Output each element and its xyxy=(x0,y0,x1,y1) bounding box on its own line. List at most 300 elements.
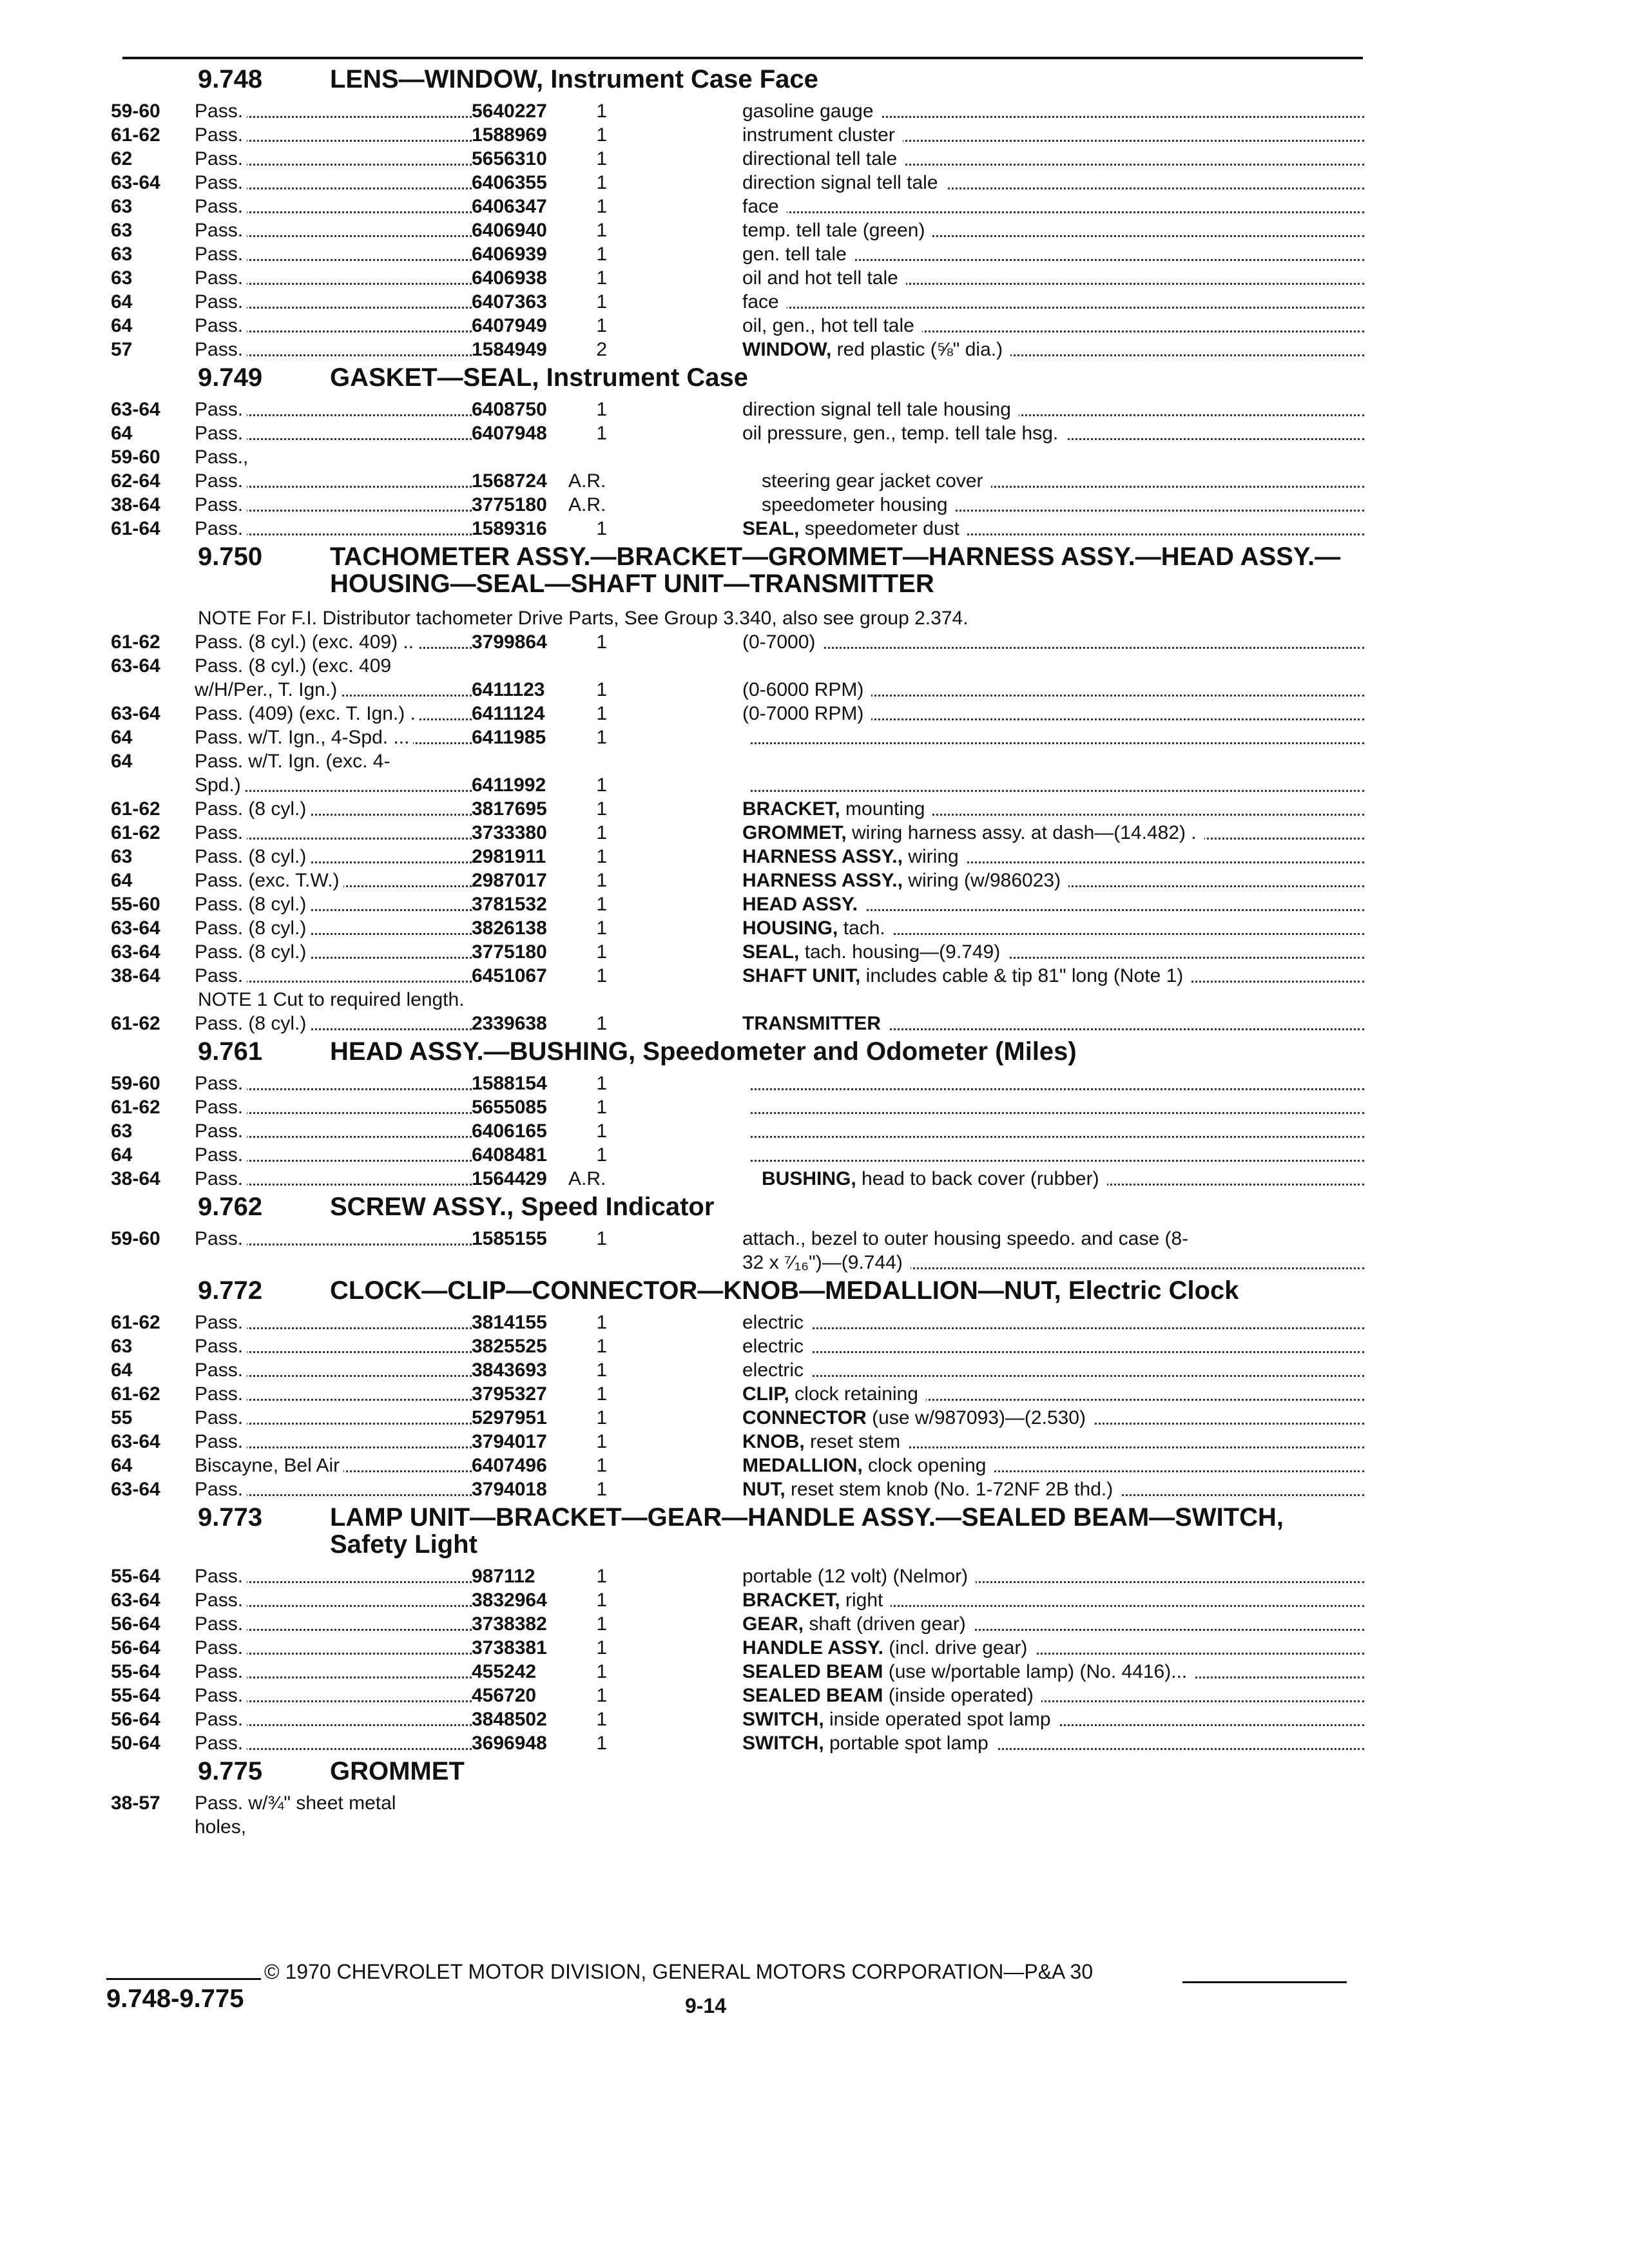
part-number: 6411992 xyxy=(472,774,546,796)
quantity: 1 xyxy=(596,1566,607,1587)
model-text: Pass. xyxy=(195,470,247,492)
part-number: 2981911 xyxy=(472,846,546,867)
part-row xyxy=(111,123,1364,147)
section-title-sub: Speedometer and Odometer (Miles) xyxy=(642,1037,1077,1066)
model-text: Biscayne, Bel Air xyxy=(195,1455,343,1476)
description-detail: portable spot lamp xyxy=(829,1733,992,1754)
description-text xyxy=(742,172,946,193)
description-detail xyxy=(858,894,862,915)
description-text xyxy=(742,1455,994,1476)
model-application xyxy=(195,654,472,678)
model-application xyxy=(195,398,472,421)
description-text xyxy=(742,703,871,724)
part-row xyxy=(111,1334,1364,1358)
description-keyword: HARNESS ASSY., xyxy=(742,846,903,867)
model-text: Pass. xyxy=(195,399,247,420)
model-text: Spd.) xyxy=(195,774,245,796)
model-text: Pass., xyxy=(195,447,252,468)
description-text xyxy=(742,1431,908,1452)
quantity: 1 xyxy=(596,518,607,539)
part-row xyxy=(111,1095,1364,1119)
part-number: 2987017 xyxy=(472,870,547,891)
part-row xyxy=(111,99,1364,123)
part-row xyxy=(111,314,1364,338)
part-number: 1564429 xyxy=(472,1168,547,1189)
model-application xyxy=(195,749,472,773)
section-title-main: GASKET—SEAL, xyxy=(330,363,539,392)
model-text: Pass. xyxy=(195,267,247,289)
part-row xyxy=(111,171,1364,195)
part-row xyxy=(111,1072,1364,1095)
part-row xyxy=(111,845,1364,869)
section-heading xyxy=(111,543,1364,597)
description-keyword: MEDALLION, xyxy=(742,1455,863,1476)
quantity: 1 xyxy=(596,1360,607,1381)
model-application xyxy=(195,99,472,123)
section-heading xyxy=(111,1193,1364,1220)
description-text xyxy=(742,751,750,772)
model-application xyxy=(195,892,472,916)
part-description xyxy=(742,517,1364,541)
section-9-761 xyxy=(111,1038,1364,1191)
section-title-main: GROMMET xyxy=(330,1757,465,1785)
description-detail: mounting xyxy=(845,798,929,820)
description-text xyxy=(742,124,903,146)
description-text xyxy=(742,1709,1059,1730)
part-description xyxy=(742,1119,1364,1143)
part-description xyxy=(742,845,1364,869)
section-title-main: LAMP UNIT—BRACKET—GEAR—HANDLE ASSY.—SEALED BEAM—SWITCH, xyxy=(330,1503,1284,1532)
description-detail xyxy=(742,1073,746,1094)
part-description xyxy=(742,1707,1364,1731)
model-application xyxy=(195,218,472,242)
part-row xyxy=(111,678,1364,702)
model-years: 63 xyxy=(111,196,133,217)
part-row xyxy=(111,1382,1364,1406)
description-text xyxy=(742,220,932,241)
part-description xyxy=(742,171,1364,195)
part-row xyxy=(111,242,1364,266)
description-text xyxy=(742,339,1010,360)
description-detail: right xyxy=(845,1590,887,1611)
part-number: 6406938 xyxy=(472,267,547,289)
quantity: 1 xyxy=(596,1661,607,1682)
part-description xyxy=(742,99,1364,123)
description-text xyxy=(742,679,871,700)
part-row xyxy=(111,147,1364,171)
part-row xyxy=(111,964,1364,988)
part-row xyxy=(111,1564,1364,1588)
model-application xyxy=(195,1095,472,1119)
section-number: 9.775 xyxy=(198,1757,263,1785)
description-keyword: SWITCH, xyxy=(742,1709,824,1730)
description-detail xyxy=(742,1097,746,1118)
description-detail: (inside operated) xyxy=(889,1685,1037,1706)
description-keyword: KNOB, xyxy=(742,1431,805,1452)
part-number: 3799864 xyxy=(472,631,547,653)
description-keyword: BRACKET, xyxy=(742,1590,840,1611)
model-text: Pass. xyxy=(195,965,247,986)
model-application xyxy=(195,797,472,821)
quantity: 1 xyxy=(596,1709,607,1730)
model-text: Pass. xyxy=(195,1120,247,1142)
part-number: 3738382 xyxy=(472,1613,547,1635)
model-application xyxy=(195,1072,472,1095)
quantity: 1 xyxy=(596,399,607,420)
part-description xyxy=(742,654,1364,678)
model-application xyxy=(195,1564,472,1588)
quantity: A.R. xyxy=(568,470,606,492)
description-text xyxy=(742,1637,1035,1658)
model-text: Pass. (8 cyl.) xyxy=(195,1013,310,1034)
part-number: 3775180 xyxy=(472,494,547,515)
description-text xyxy=(742,1073,750,1094)
model-application xyxy=(195,1311,472,1334)
quantity: 1 xyxy=(596,1733,607,1754)
part-description xyxy=(742,1311,1364,1334)
description-detail: (use w/987093)—(2.530) xyxy=(872,1407,1090,1428)
part-row xyxy=(111,1251,1364,1274)
part-number: 3825525 xyxy=(472,1336,547,1357)
section-9-772 xyxy=(111,1277,1364,1501)
part-number: 2339638 xyxy=(472,1013,547,1034)
section-title-main: HEAD ASSY.—BUSHING, xyxy=(330,1037,636,1066)
part-number: 1589316 xyxy=(472,518,547,539)
model-text: Pass. w/T. Ign. (exc. 4- xyxy=(195,751,394,772)
model-years: 64 xyxy=(111,751,133,772)
model-application xyxy=(195,314,472,338)
part-number: 5297951 xyxy=(472,1407,547,1428)
quantity: 1 xyxy=(596,1097,607,1118)
part-number: 3795327 xyxy=(472,1383,547,1405)
part-number: 6407949 xyxy=(472,315,547,336)
model-application xyxy=(195,702,472,726)
part-row xyxy=(111,421,1364,445)
model-application xyxy=(195,1382,472,1406)
part-row xyxy=(111,1815,1364,1839)
quantity: 2 xyxy=(596,339,607,360)
model-years: 61-62 xyxy=(111,822,160,843)
model-text: Pass. xyxy=(195,1073,247,1094)
description-text xyxy=(742,1336,811,1357)
description-keyword: SEAL, xyxy=(742,941,800,963)
description-text xyxy=(762,1168,1107,1189)
description-detail: tach. housing—(9.749) xyxy=(805,941,1005,963)
description-text xyxy=(742,1407,1094,1428)
part-number: 3843693 xyxy=(472,1360,547,1381)
description-detail: (0-7000 RPM) xyxy=(742,703,867,724)
part-description xyxy=(742,1358,1364,1382)
description-text xyxy=(742,1479,1121,1500)
part-number: 1588969 xyxy=(472,124,547,146)
model-years: 38-64 xyxy=(111,1168,160,1189)
part-number: 3781532 xyxy=(472,894,547,915)
model-text: Pass. xyxy=(195,1144,247,1166)
part-description xyxy=(742,678,1364,702)
quantity: 1 xyxy=(596,124,607,146)
description-text xyxy=(742,1383,926,1405)
model-years: 63 xyxy=(111,1120,133,1142)
model-years: 63-64 xyxy=(111,703,160,724)
quantity: 1 xyxy=(596,1144,607,1166)
description-detail: (incl. drive gear) xyxy=(889,1637,1031,1658)
part-description xyxy=(742,242,1364,266)
quantity: 1 xyxy=(596,918,607,939)
model-years: 61-62 xyxy=(111,631,160,653)
description-text xyxy=(742,1590,891,1611)
quantity: 1 xyxy=(596,1590,607,1611)
section-9-750 xyxy=(111,543,1364,1035)
quantity: 1 xyxy=(596,101,607,122)
quantity: 1 xyxy=(596,1336,607,1357)
description-detail: speedometer housing xyxy=(762,494,952,515)
part-number: 5640227 xyxy=(472,101,547,122)
model-years: 63-64 xyxy=(111,918,160,939)
part-number: 3738381 xyxy=(472,1637,547,1658)
description-detail xyxy=(742,751,746,772)
quantity: 1 xyxy=(596,1431,607,1452)
description-text xyxy=(742,1312,811,1333)
description-text xyxy=(742,1252,911,1273)
part-row xyxy=(111,916,1364,940)
part-number: 3794018 xyxy=(472,1479,547,1500)
quantity: 1 xyxy=(596,1479,607,1500)
description-text xyxy=(742,1685,1041,1706)
description-text xyxy=(742,447,750,468)
part-description xyxy=(742,940,1364,964)
part-number: 455242 xyxy=(472,1661,537,1682)
description-detail: oil, gen., hot tell tale xyxy=(742,315,918,336)
part-description xyxy=(742,892,1364,916)
description-keyword: WINDOW, xyxy=(742,339,832,360)
part-row xyxy=(111,1167,1364,1191)
part-number: 1568724 xyxy=(472,470,547,492)
section-number: 9.773 xyxy=(198,1503,263,1532)
description-keyword: SWITCH, xyxy=(742,1733,824,1754)
part-number: 6411123 xyxy=(472,679,545,700)
part-description xyxy=(742,123,1364,147)
part-row xyxy=(111,1612,1364,1636)
model-application xyxy=(195,421,472,445)
model-text: Pass. xyxy=(195,220,247,241)
description-text xyxy=(742,101,882,122)
dot-leader xyxy=(742,1136,1364,1138)
section-title-main: LENS—WINDOW, xyxy=(330,65,544,93)
part-row xyxy=(111,266,1364,290)
model-application xyxy=(195,964,472,988)
part-description xyxy=(742,630,1364,654)
description-keyword: CLIP, xyxy=(742,1383,789,1405)
description-detail: face xyxy=(742,291,783,312)
model-text: Pass. xyxy=(195,822,247,843)
model-text: Pass. xyxy=(195,172,247,193)
section-title xyxy=(330,66,1364,93)
model-text: Pass. (8 cyl.) xyxy=(195,941,310,963)
part-description xyxy=(742,445,1364,469)
quantity: 1 xyxy=(596,822,607,843)
dot-leader xyxy=(742,647,1364,649)
part-description xyxy=(762,493,1364,517)
section-note: NOTE For F.I. Distributor tachometer Drive Parts, See Group 3.340, also see group 2.374. xyxy=(198,608,969,629)
part-description xyxy=(742,314,1364,338)
part-row xyxy=(111,1406,1364,1430)
model-application xyxy=(195,517,472,541)
model-years: 64 xyxy=(111,1360,133,1381)
model-years: 61-62 xyxy=(111,124,160,146)
part-number: 3817695 xyxy=(472,798,547,820)
model-text: Pass. xyxy=(195,1097,247,1118)
model-application xyxy=(195,1143,472,1167)
quantity: 1 xyxy=(596,870,607,891)
model-application xyxy=(195,1227,472,1251)
description-detail: reset stem knob (No. 1-72NF 2B thd.) xyxy=(791,1479,1117,1500)
model-years: 59-60 xyxy=(111,101,160,122)
quantity: A.R. xyxy=(568,494,606,515)
model-text: Pass. xyxy=(195,1360,247,1381)
model-text: Pass. xyxy=(195,339,247,360)
part-row xyxy=(111,726,1364,749)
model-application xyxy=(195,940,472,964)
description-text xyxy=(742,894,865,915)
part-number: 6407948 xyxy=(472,423,547,444)
quantity: 1 xyxy=(596,965,607,986)
model-application xyxy=(195,1707,472,1731)
section-number: 9.748 xyxy=(198,65,263,93)
description-detail xyxy=(881,1013,885,1034)
section-heading xyxy=(111,1038,1364,1065)
model-years: 64 xyxy=(111,315,133,336)
description-detail: (use w/portable lamp) (No. 4416)... xyxy=(889,1661,1191,1682)
part-number: 456720 xyxy=(472,1685,537,1706)
part-number: 3696948 xyxy=(472,1733,547,1754)
model-years: 61-62 xyxy=(111,1312,160,1333)
part-description xyxy=(742,1095,1364,1119)
part-row xyxy=(111,445,1364,469)
model-years: 38-57 xyxy=(111,1792,160,1814)
quantity: 1 xyxy=(596,679,607,700)
part-description xyxy=(762,1167,1364,1191)
description-text xyxy=(742,918,893,939)
description-text xyxy=(742,1613,974,1635)
part-row xyxy=(111,1477,1364,1501)
part-description xyxy=(742,964,1364,988)
description-text xyxy=(762,494,956,515)
description-detail: face xyxy=(742,196,783,217)
model-years: 63 xyxy=(111,1336,133,1357)
model-text: Pass. (8 cyl.) xyxy=(195,798,310,820)
part-number: 6406940 xyxy=(472,220,547,241)
quantity: 1 xyxy=(596,1685,607,1706)
part-description xyxy=(742,1430,1364,1454)
description-detail: reset stem xyxy=(810,1431,904,1452)
section-title xyxy=(330,1277,1364,1304)
part-row xyxy=(111,1731,1364,1755)
part-description xyxy=(742,1731,1364,1755)
model-application xyxy=(195,1815,472,1839)
part-number: 6406939 xyxy=(472,244,547,265)
model-years: 64 xyxy=(111,423,133,444)
part-description xyxy=(742,1382,1364,1406)
dot-leader xyxy=(742,211,1364,213)
description-keyword: GROMMET, xyxy=(742,822,847,843)
quantity: 1 xyxy=(596,1455,607,1476)
part-row xyxy=(111,940,1364,964)
quantity: 1 xyxy=(596,423,607,444)
model-text: Pass. xyxy=(195,1709,247,1730)
description-detail: oil pressure, gen., temp. tell tale hsg. xyxy=(742,423,1062,444)
section-heading xyxy=(111,364,1364,391)
quantity: 1 xyxy=(596,172,607,193)
description-keyword: HEAD ASSY. xyxy=(742,894,858,915)
description-detail xyxy=(742,1792,746,1814)
description-text xyxy=(742,1566,976,1587)
model-text: Pass. xyxy=(195,1479,247,1500)
description-keyword: CONNECTOR xyxy=(742,1407,867,1428)
dot-leader xyxy=(742,1351,1364,1353)
model-text: Pass. xyxy=(195,1661,247,1682)
section-title-sub: Safety Light xyxy=(330,1530,477,1559)
model-text: Pass. xyxy=(195,1228,247,1249)
section-title xyxy=(330,1038,1364,1065)
section-title xyxy=(330,543,1364,597)
section-heading xyxy=(111,1504,1364,1558)
description-text xyxy=(742,1144,750,1166)
model-years: 61-62 xyxy=(111,1013,160,1034)
description-detail xyxy=(742,774,746,796)
model-text: Pass. w/T. Ign., 4-Spd. ... xyxy=(195,727,413,748)
description-keyword: BRACKET, xyxy=(742,798,840,820)
description-text xyxy=(742,846,967,867)
section-title xyxy=(330,1193,1364,1220)
description-detail: gen. tell tale xyxy=(742,244,851,265)
part-row xyxy=(111,195,1364,218)
section-title xyxy=(330,364,1364,391)
model-application xyxy=(195,869,472,892)
part-row xyxy=(111,749,1364,773)
section-title-sub: Instrument Case xyxy=(546,363,749,392)
section-title-main: CLOCK—CLIP—CONNECTOR—KNOB—MEDALLION—NUT, xyxy=(330,1276,1061,1305)
description-detail: includes cable & tip 81" long (Note 1) xyxy=(866,965,1188,986)
section-9-773 xyxy=(111,1504,1364,1755)
model-years: 50-64 xyxy=(111,1733,160,1754)
description-keyword: TRANSMITTER xyxy=(742,1013,881,1034)
part-description xyxy=(742,421,1364,445)
model-text: Pass. xyxy=(195,1407,247,1428)
quantity: 1 xyxy=(596,894,607,915)
part-row xyxy=(111,218,1364,242)
part-row xyxy=(111,654,1364,678)
model-years: 63-64 xyxy=(111,655,160,677)
model-application xyxy=(195,1334,472,1358)
model-text: Pass. (exc. T.W.) xyxy=(195,870,343,891)
description-text xyxy=(742,631,823,653)
model-years: 64 xyxy=(111,727,133,748)
description-text xyxy=(742,727,750,748)
part-row xyxy=(111,1636,1364,1660)
part-description xyxy=(762,469,1364,493)
part-row xyxy=(111,1012,1364,1035)
model-years: 61-62 xyxy=(111,798,160,820)
part-number: 6451067 xyxy=(472,965,547,986)
model-application xyxy=(195,1660,472,1684)
model-text: Pass. xyxy=(195,1590,247,1611)
description-detail xyxy=(742,1816,746,1838)
description-detail: clock opening xyxy=(868,1455,990,1476)
model-application xyxy=(195,266,472,290)
part-description xyxy=(742,869,1364,892)
parts-list xyxy=(111,63,1364,1839)
model-text: Pass. xyxy=(195,101,247,122)
